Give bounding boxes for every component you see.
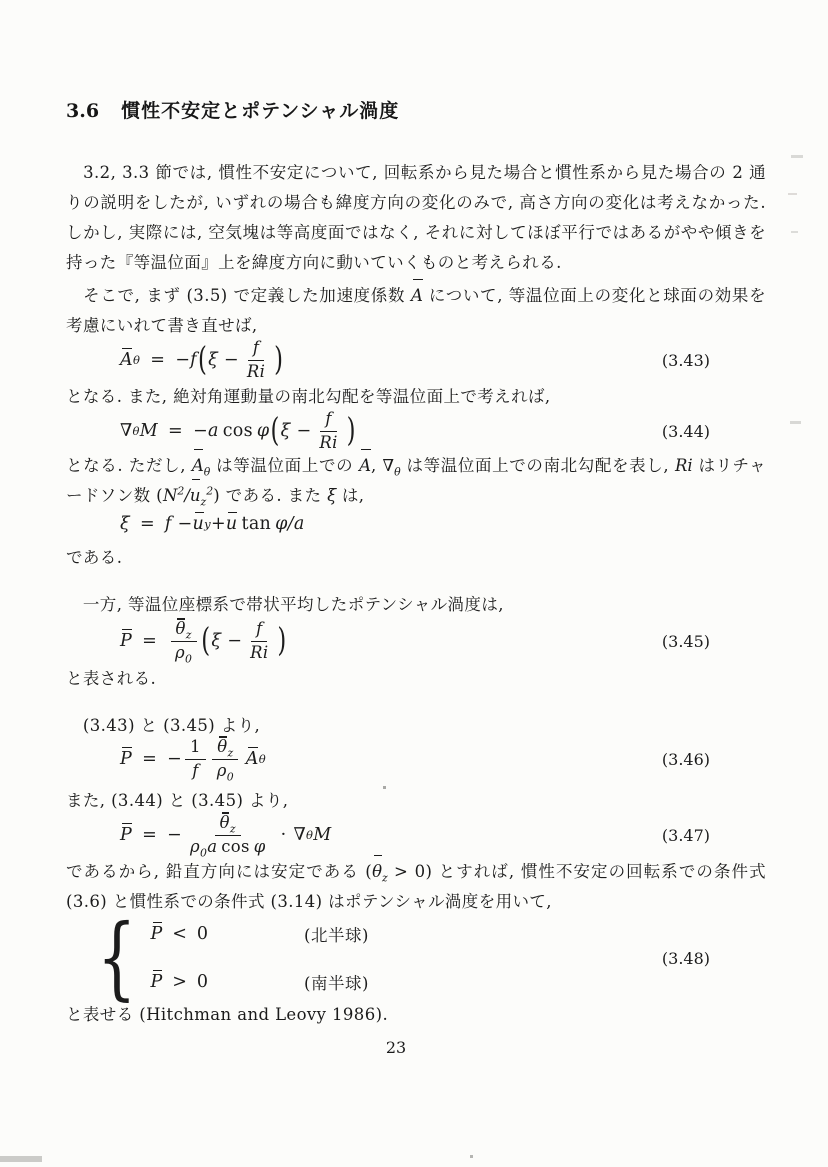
equation-3-46 [66,733,766,785]
equation-3-43-body: A θ = −f ( ξ − $\frac{f}{Ri}$ ) [120,338,284,381]
scan-artifact [790,421,801,424]
equation-3-45-body: P = $\frac{\theta_z}{\rho_0}$ ( ξ − $\frac{f}{Ri}$ ) [120,619,287,665]
closing-line: と表せる (Hitchman and Leovy 1986). [66,1005,389,1024]
case-condition-north: P < 0 [150,924,209,944]
equation-3-44 [66,408,766,454]
case-label-north: (北半球) [304,926,369,945]
equation-3-48-number: (3.48) [661,948,710,968]
section-heading [66,96,399,123]
equation-3-46-body: P = − $\frac{1}{f}$ $\frac{\theta_z}{\rho_0}$ A θ [120,737,266,783]
equation-3-45-number: (3.45) [661,631,710,651]
case-row-northern [150,922,368,946]
paragraph-acceleration-coefficient: そこで, まず (3.5) で定義した加速度係数 A について, 等温位面上の変化と球面の効果を考慮にいれて書き直せば, [66,281,766,341]
equation-3-47-body: P = − $\frac{\theta_z}{\rho_0a \cos \varphi}$ · ∇ θ M [120,813,332,859]
paragraph-potential-vorticity: 一方, 等温位座標系で帯状平均したポテンシャル渦度は, [66,595,504,614]
case-row-southern [150,970,368,994]
scan-artifact [791,231,798,233]
left-brace: { [97,904,137,1011]
case-condition-south: P > 0 [150,972,209,992]
equation-3-43 [66,337,766,383]
equation-3-45 [66,614,766,668]
text-after-3-44: となる. ただし, $A_\theta$ は等温位面上での A, $\nabla_\theta$ は等温位面上での南北勾配を表し, Ri はリチャードソン数 $(N^2/u_z^2)$ である. また ξ は, [66,451,766,511]
equation-3-44-body: ∇ θ M = −a cos φ ( ξ − $\frac{f}{Ri}$ ) [120,409,356,452]
text-after-3-45: と表される. [66,669,157,688]
equation-3-48-cases [97,904,369,1011]
scan-artifact [470,1155,473,1158]
scan-artifact [0,1156,42,1162]
case-rows [150,922,368,994]
equation-xi-body: ξ = f − u y + u tan φ/a [120,514,305,534]
paragraph-from-343-345: (3.43) と (3.45) より, [66,716,261,735]
equation-3-47-number: (3.47) [661,825,710,845]
equation-3-43-number: (3.43) [661,350,710,370]
page-number: 23 [385,1038,407,1057]
equation-3-44-number: (3.44) [661,421,710,441]
equation-3-46-number: (3.46) [661,749,710,769]
text-between-3-46-3-47: また, (3.44) と (3.45) より, [66,791,289,810]
case-label-south: (南半球) [304,974,369,993]
text-dearu: である. [66,548,123,567]
section-title: 慣性不安定とポテンシャル渦度 [121,101,400,122]
equation-xi [66,508,766,540]
scan-artifact [791,155,803,158]
text-after-3-43: となる. また, 絶対角運動量の南北勾配を等温位面上で考えれば, [66,387,551,406]
text-after-3-47: であるから, 鉛直方向には安定である $(\theta_z > 0)$ とすれば, 慣性不安定の回転系での条件式 (3.6) と慣性系での条件式 (3.14) はポテンシャル渦度を用いて, [66,857,766,917]
equation-3-48 [66,904,766,1011]
equation-3-47 [66,806,766,864]
paragraph-intro: 3.2, 3.3 節では, 慣性不安定について, 回転系から見た場合と慣性系から見た場合の 2 通りの説明をしたが, いずれの場合も緯度方向の変化のみで, 高さ方向の変化は考えなかった. しかし, 実際には, 空気塊は等高度面ではなく, それに対してほぼ平行ではあるがやや傾きを持った『等温位面』上を緯度方向に動いていくものと考えられる. [66,163,766,272]
scan-artifact [788,193,797,195]
section-number: 3.6 [66,100,100,122]
